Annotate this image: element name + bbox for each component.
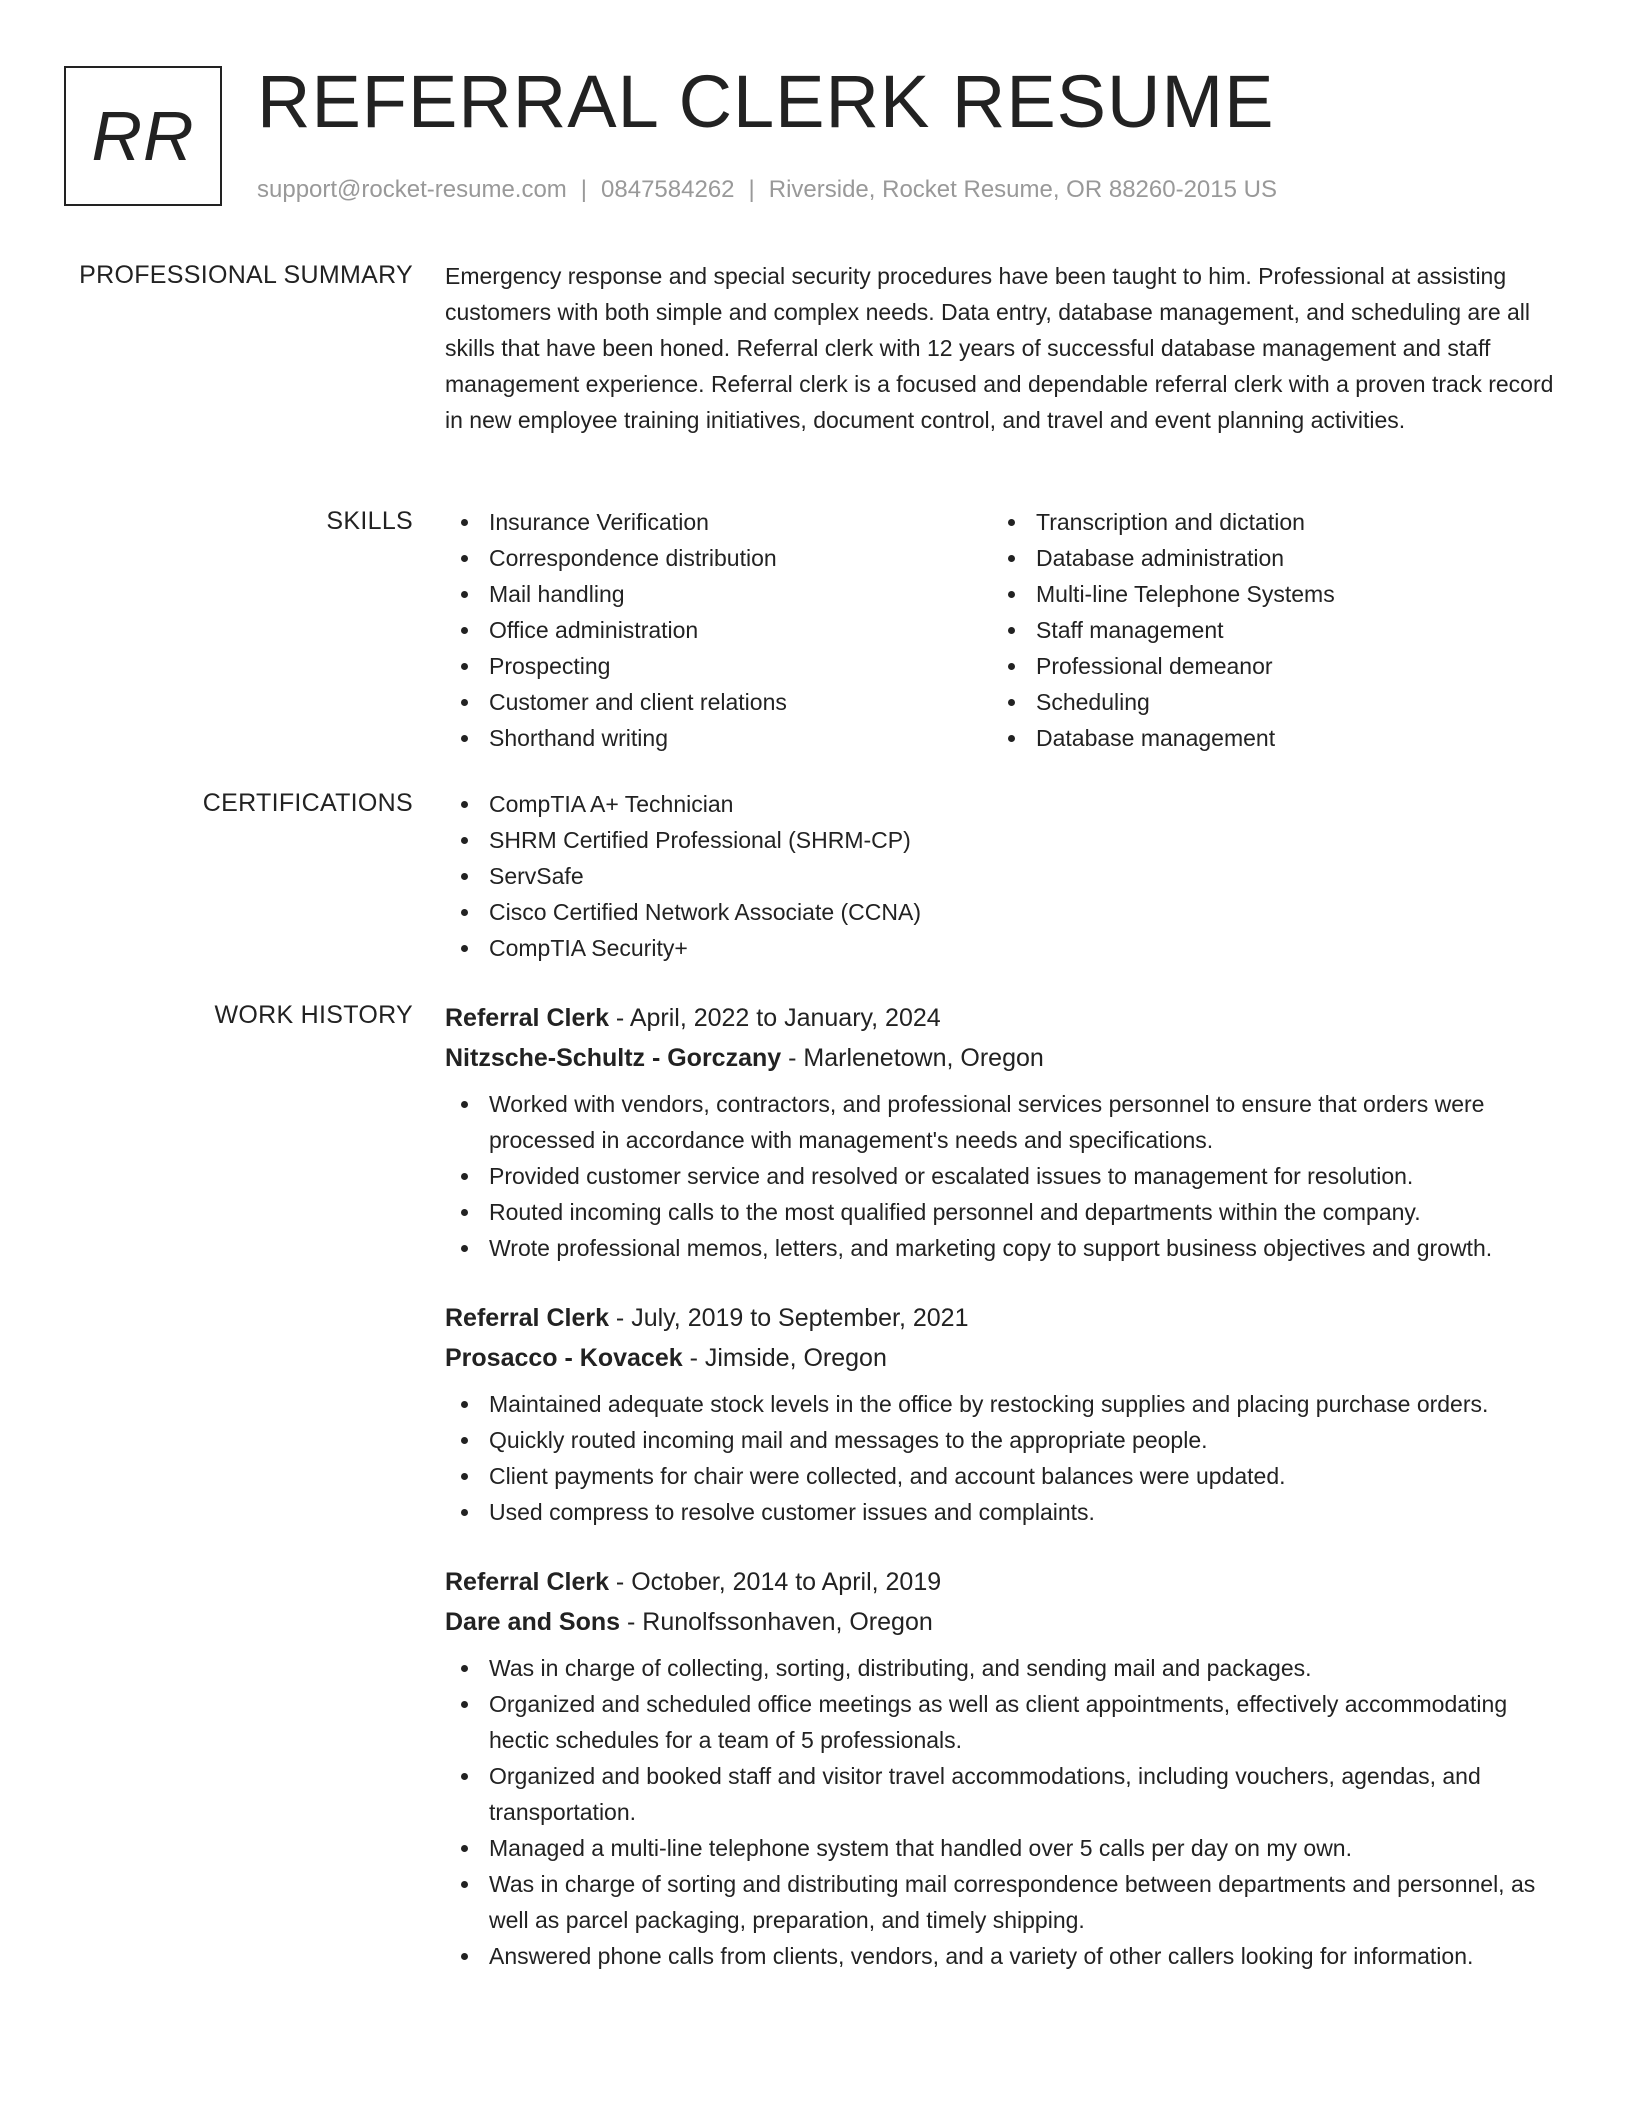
job-bullets	[445, 1650, 1565, 1974]
job-bullet: Was in charge of collecting, sorting, distributing, and sending mail and packages.	[445, 1650, 1565, 1686]
job-title-line	[445, 1562, 1565, 1602]
job-role: Referral Clerk	[445, 1304, 609, 1332]
job-bullet: Client payments for chair were collected, and account balances were updated.	[445, 1458, 1565, 1494]
section-title-summary: PROFESSIONAL SUMMARY	[79, 261, 413, 289]
job-entry	[445, 1298, 1565, 1530]
job-bullet: Answered phone calls from clients, vendors, and a variety of other callers looking for information.	[445, 1938, 1565, 1974]
page-title: REFERRAL CLERK RESUME	[257, 60, 1275, 143]
skill-item: Mail handling	[445, 576, 992, 612]
certification-item: CompTIA Security+	[445, 930, 1565, 966]
job-bullet: Provided customer service and resolved or escalated issues to management for resolution.	[445, 1158, 1565, 1194]
job-dates: - April, 2022 to January, 2024	[608, 1004, 941, 1032]
skill-item: Correspondence distribution	[445, 540, 992, 576]
skill-item: Database management	[992, 720, 1539, 756]
job-title-line	[445, 1298, 1565, 1338]
contact-email: support@rocket-resume.com	[257, 176, 567, 203]
contact-line	[257, 174, 1277, 206]
work-history-list	[445, 998, 1565, 2006]
skill-item: Insurance Verification	[445, 504, 992, 540]
job-company-line	[445, 1038, 1565, 1078]
job-entry	[445, 1562, 1565, 1974]
skill-item: Transcription and dictation	[992, 504, 1539, 540]
certification-item: ServSafe	[445, 858, 1565, 894]
job-dates: - July, 2019 to September, 2021	[608, 1304, 969, 1332]
job-bullet: Organized and booked staff and visitor travel accommodations, including vouchers, agendas, and transportation.	[445, 1758, 1565, 1830]
certifications-list	[445, 786, 1565, 966]
skill-item: Database administration	[992, 540, 1539, 576]
job-bullet: Routed incoming calls to the most qualified personnel and departments within the company.	[445, 1194, 1565, 1230]
job-role: Referral Clerk	[445, 1568, 609, 1596]
summary-text: Emergency response and special security procedures have been taught to him. Professional at assisting customers with both simple and complex needs. Data entry, database management, and scheduling are all skills that have been honed. Referral clerk with 12 years of successful database management and staff management experience. Referral clerk is a focused and dependable referral clerk with a proven track record in new employee training initiatives, document control, and travel and event planning activities.	[445, 263, 1554, 433]
job-location: - Jimside, Oregon	[682, 1344, 887, 1372]
skills-list-right	[992, 504, 1539, 756]
skill-item: Prospecting	[445, 648, 992, 684]
contact-separator: |	[748, 176, 755, 203]
certification-item: SHRM Certified Professional (SHRM-CP)	[445, 822, 1565, 858]
certification-item: Cisco Certified Network Associate (CCNA)	[445, 894, 1565, 930]
monogram-logo: RR	[64, 66, 222, 206]
skills-list-left	[445, 504, 992, 756]
section-title-work: WORK HISTORY	[214, 1001, 413, 1029]
skill-item: Scheduling	[992, 684, 1539, 720]
section-title-skills: SKILLS	[326, 507, 413, 535]
job-bullets	[445, 1086, 1565, 1266]
job-role: Referral Clerk	[445, 1004, 609, 1032]
job-company: Nitzsche-Schultz - Gorczany	[445, 1044, 782, 1072]
job-dates: - October, 2014 to April, 2019	[608, 1568, 942, 1596]
job-bullet: Maintained adequate stock levels in the office by restocking supplies and placing purchase orders.	[445, 1386, 1565, 1422]
job-bullet: Worked with vendors, contractors, and professional services personnel to ensure that orders were processed in accordance with management's needs and specifications.	[445, 1086, 1565, 1158]
contact-phone: 0847584262	[601, 176, 735, 203]
job-bullets	[445, 1386, 1565, 1530]
job-title-line	[445, 998, 1565, 1038]
job-bullet: Wrote professional memos, letters, and marketing copy to support business objectives and growth.	[445, 1230, 1565, 1266]
certifications-body	[445, 786, 1565, 966]
job-bullet: Quickly routed incoming mail and messages to the appropriate people.	[445, 1422, 1565, 1458]
contact-separator: |	[580, 176, 588, 203]
skill-item: Staff management	[992, 612, 1539, 648]
job-bullet: Was in charge of sorting and distributing mail correspondence between departments and personnel, as well as parcel packaging, preparation, and timely shipping.	[445, 1866, 1565, 1938]
job-company-line	[445, 1338, 1565, 1378]
skills-columns	[445, 504, 1565, 756]
skill-item: Office administration	[445, 612, 992, 648]
skill-item: Shorthand writing	[445, 720, 992, 756]
section-title-certifications: CERTIFICATIONS	[202, 789, 413, 817]
job-entry	[445, 998, 1565, 1266]
job-company: Prosacco - Kovacek	[445, 1344, 683, 1372]
job-location: - Runolfssonhaven, Oregon	[620, 1608, 933, 1636]
job-company: Dare and Sons	[445, 1608, 621, 1636]
job-location: - Marlenetown, Oregon	[781, 1044, 1044, 1072]
skill-item: Customer and client relations	[445, 684, 992, 720]
job-company-line	[445, 1602, 1565, 1642]
certification-item: CompTIA A+ Technician	[445, 786, 1565, 822]
job-bullet: Used compress to resolve customer issues and complaints.	[445, 1494, 1565, 1530]
contact-address: Riverside, Rocket Resume, OR 88260-2015 US	[768, 176, 1277, 203]
skill-item: Multi-line Telephone Systems	[992, 576, 1539, 612]
job-bullet: Organized and scheduled office meetings as well as client appointments, effectively accommodating hectic schedules for a team of 5 professionals.	[445, 1686, 1565, 1758]
job-bullet: Managed a multi-line telephone system that handled over 5 calls per day on my own.	[445, 1830, 1565, 1866]
skill-item: Professional demeanor	[992, 648, 1539, 684]
